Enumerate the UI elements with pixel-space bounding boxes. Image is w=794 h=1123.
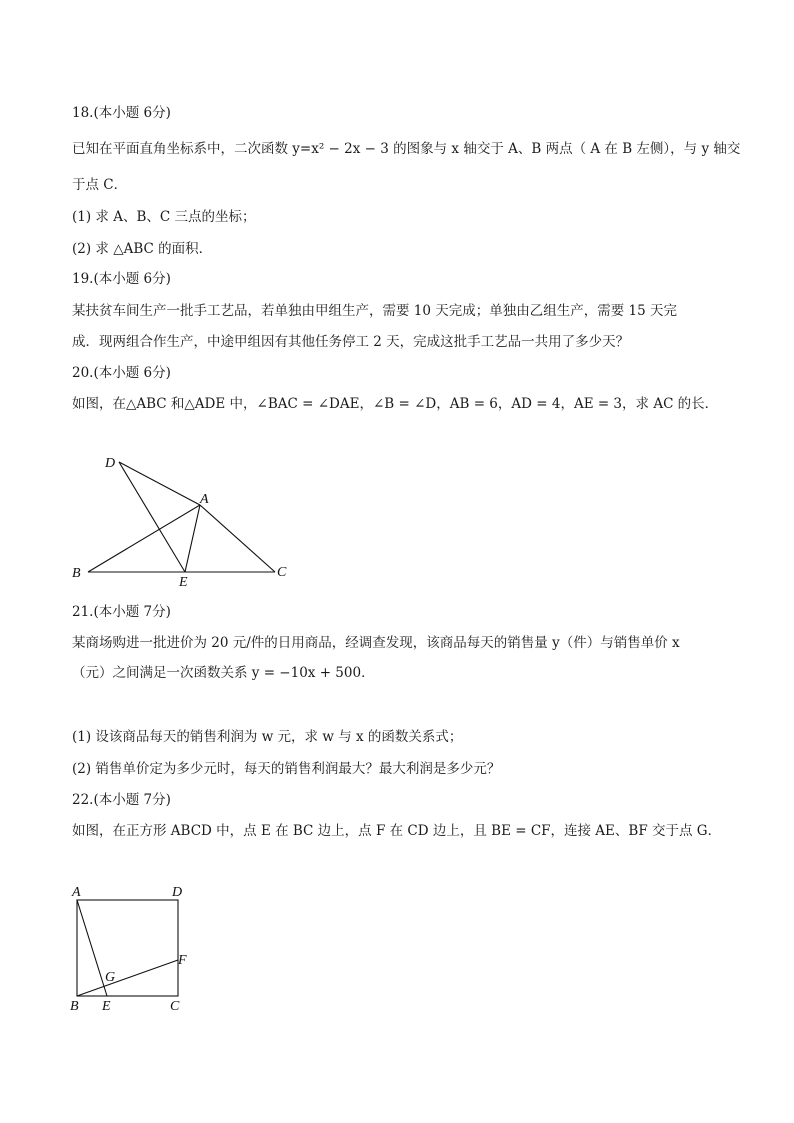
- q18-part2: (2) 求 △ABC 的面积．: [72, 241, 213, 257]
- label-G: G: [105, 970, 116, 985]
- q20-stem: 如图，在△ABC 和△ADE 中，∠BAC = ∠DAE，∠B = ∠D，AB = 6，AD = 4，AE = 3，求 AC 的长．: [72, 396, 719, 412]
- q18-stem-line1: 已知在平面直角坐标系中，二次函数 y=x² − 2x − 3 的图象与 x 轴交于 A、B 两点（ A 在 B 左侧），与 y 轴交: [72, 141, 741, 157]
- q19-stem-line1: 某扶贫车间生产一批手工艺品，若单独由甲组生产，需要 10 天完成；单独由乙组生产，需要 15 天完: [72, 303, 678, 319]
- q19-stem-line2: 成．现两组合作生产，中途甲组因有其他任务停工 2 天，完成这批手工艺品一共用了多少天？: [72, 334, 630, 350]
- label-E: E: [179, 575, 188, 590]
- q20-header: 20.(本小题 6分): [72, 365, 171, 381]
- q21-part1: (1) 设该商品每天的销售利润为 w 元，求 w 与 x 的函数关系式；: [72, 729, 463, 745]
- q18-stem-line2: 于点 C．: [72, 177, 128, 193]
- label-A: A: [72, 885, 81, 900]
- label-A: A: [200, 492, 209, 507]
- q22-stem: 如图，在正方形 ABCD 中，点 E 在 BC 边上，点 F 在 CD 边上，且 BE = CF，连接 AE、BF 交于点 G．: [72, 823, 722, 839]
- segment-AE: [77, 900, 107, 996]
- label-C: C: [170, 999, 180, 1014]
- label-D: D: [105, 456, 116, 471]
- q21-stem-line1: 某商场购进一批进价为 20 元/件的日用商品，经调查发现，该商品每天的销售量 y（件）与销售单价 x: [72, 635, 680, 651]
- q22-square-figure: [60, 878, 210, 1018]
- q21-part2: (2) 销售单价定为多少元时，每天的销售利润最大？最大利润是多少元？: [72, 761, 501, 777]
- q19-header: 19.(本小题 6分): [72, 271, 171, 287]
- segment-AC: [200, 505, 275, 572]
- q22-header: 22.(本小题 7分): [72, 792, 171, 808]
- segment-BF: [77, 960, 178, 996]
- segment-BA: [88, 505, 200, 572]
- label-D: D: [172, 885, 183, 900]
- label-B: B: [72, 566, 81, 581]
- segment-DA: [119, 462, 200, 505]
- q21-header: 21.(本小题 7分): [72, 604, 171, 620]
- label-E: E: [102, 999, 111, 1014]
- q18-part1: (1) 求 A、B、C 三点的坐标；: [72, 209, 256, 225]
- q21-stem-line2: （元）之间满足一次函数关系 y = −10x + 500．: [72, 665, 375, 681]
- segment-DE: [119, 462, 185, 572]
- label-B: B: [70, 999, 79, 1014]
- q20-triangle-figure: [60, 445, 300, 590]
- label-F: F: [178, 953, 187, 968]
- segment-AE: [185, 505, 200, 572]
- label-C: C: [277, 565, 287, 580]
- q18-header: 18.(本小题 6分): [72, 105, 171, 121]
